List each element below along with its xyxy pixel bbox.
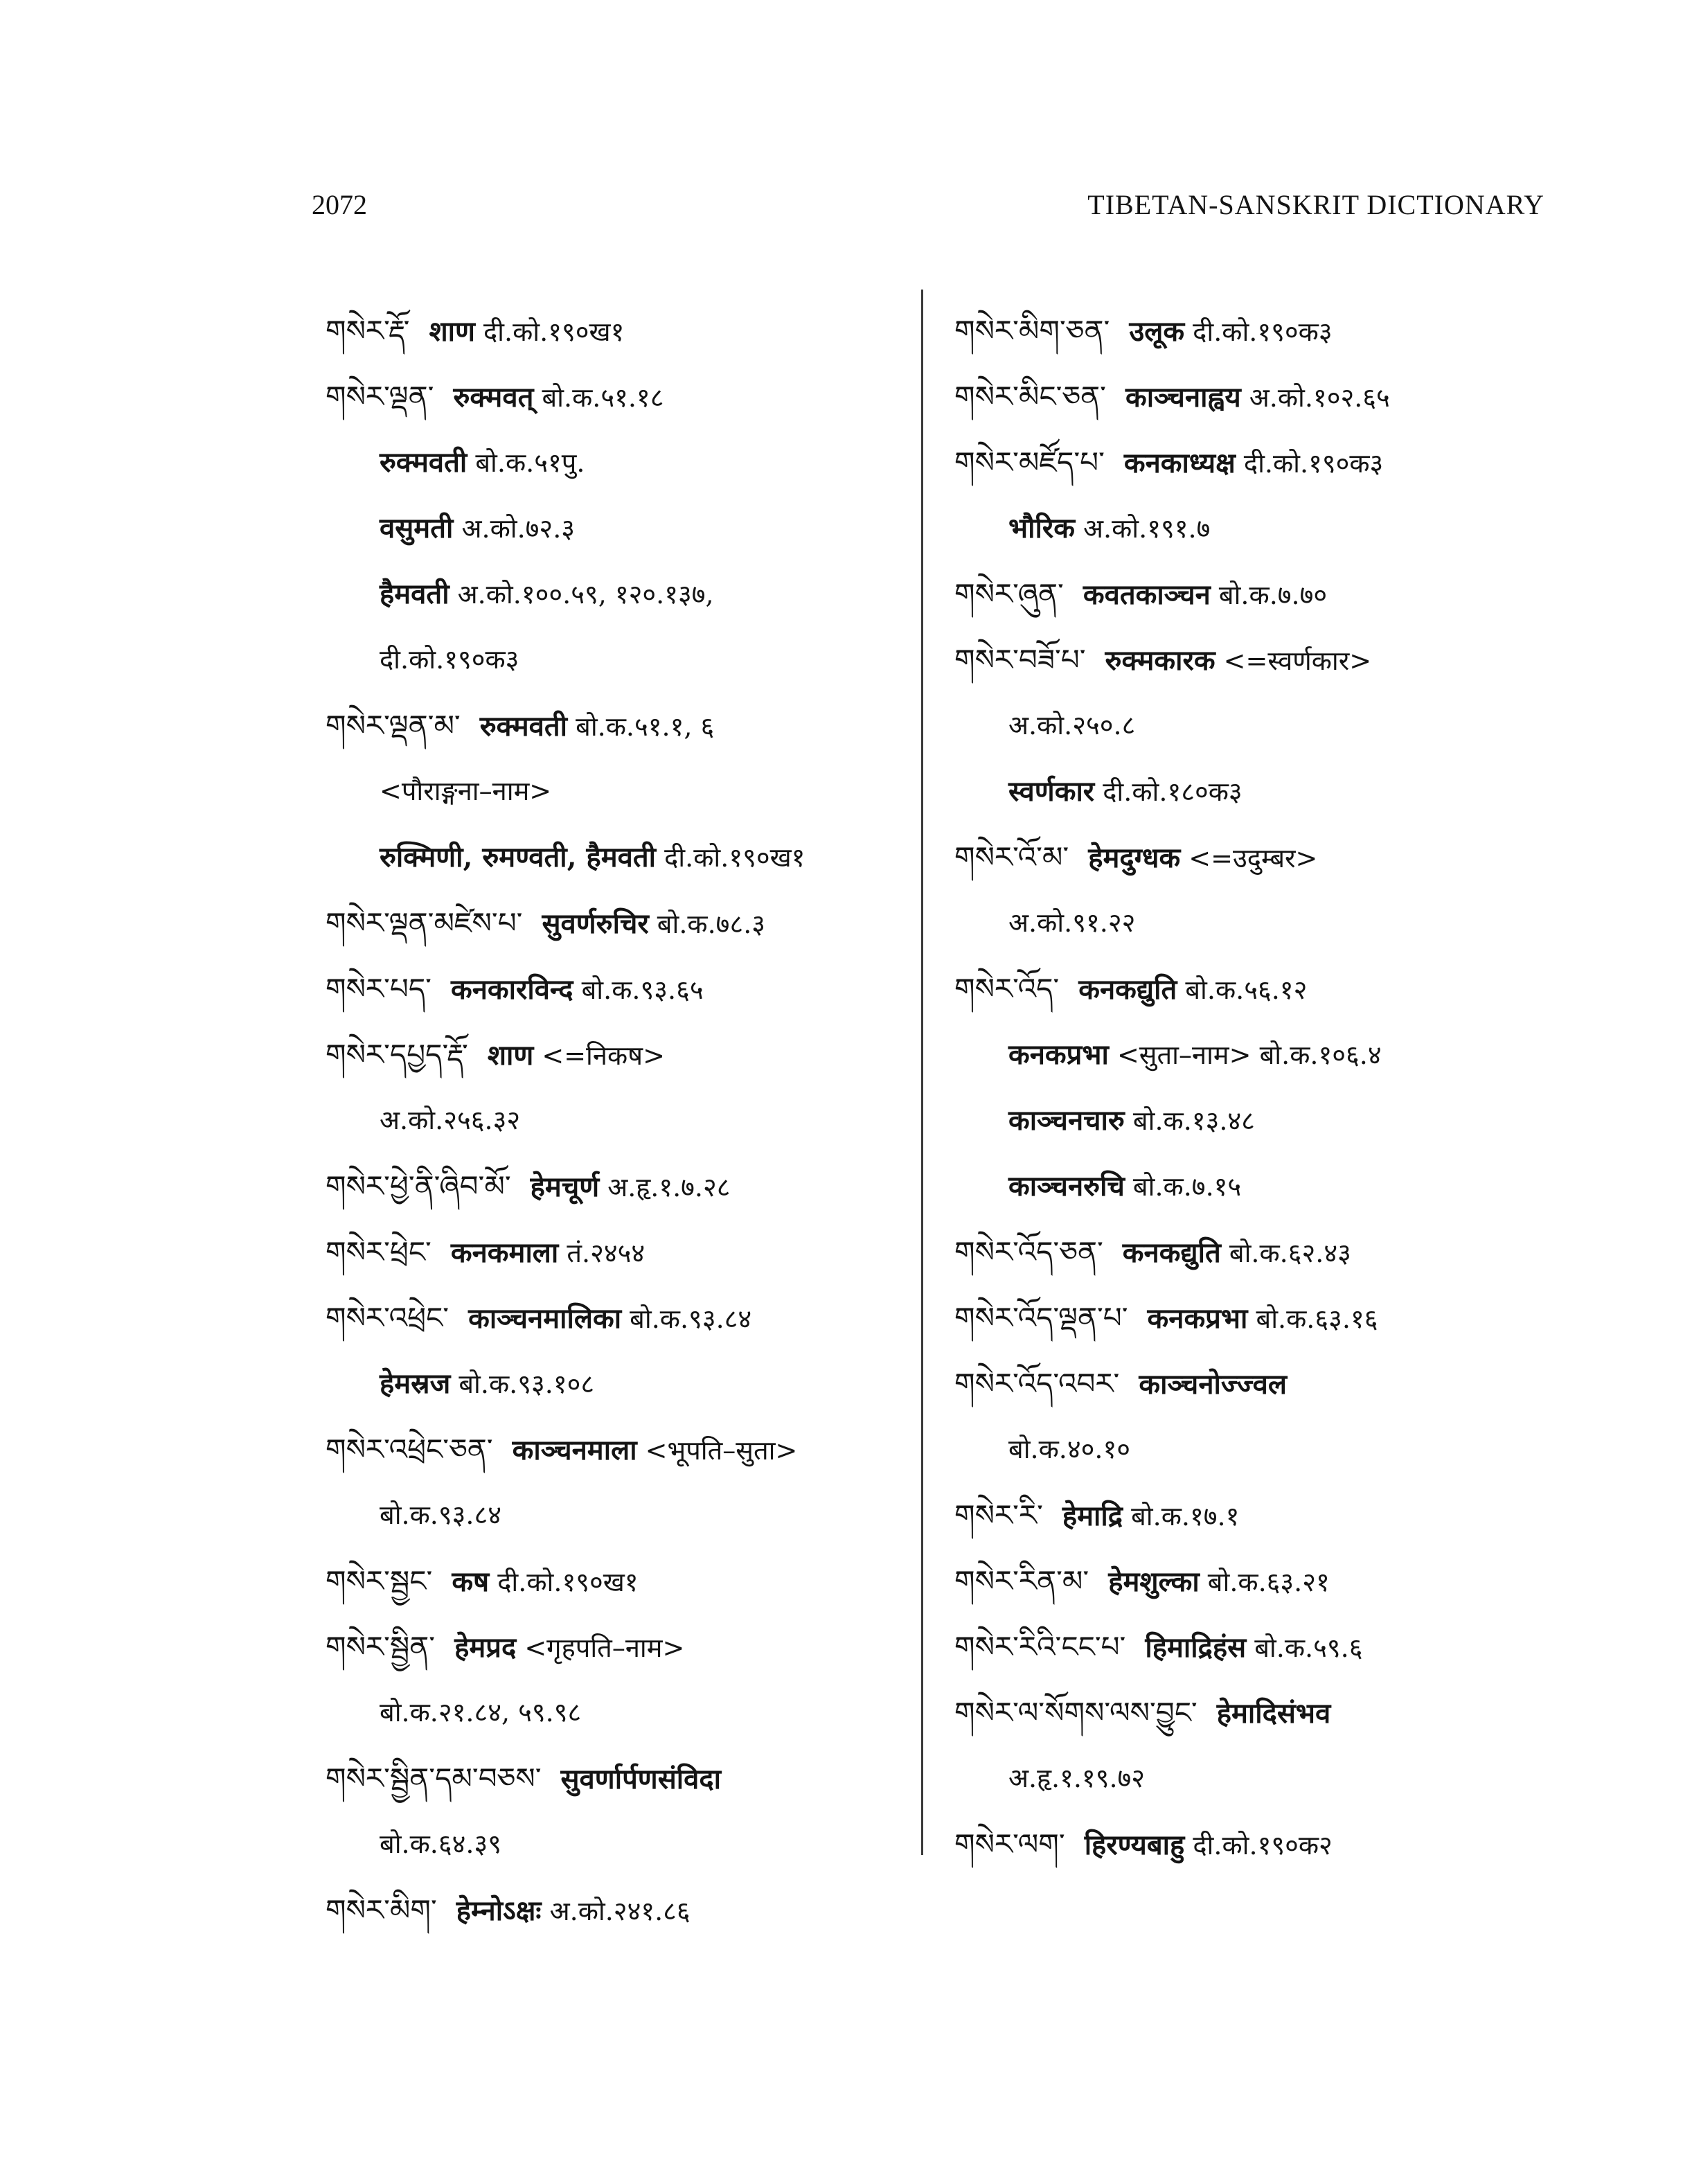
dictionary-entry — [326, 693, 921, 758]
dictionary-entry — [326, 1219, 921, 1285]
page-header — [312, 188, 1544, 230]
entry-continuation-line — [326, 758, 921, 824]
tibetan-headword: གསེར་ཕྱེ་ནི་ཞིབ་མོ་ — [326, 1169, 511, 1203]
sanskrit-equivalent: काञ्चनचारु — [1008, 1104, 1125, 1137]
tibetan-headword: གསེར་པད་ — [326, 972, 431, 1006]
source-reference: बो.क.२१.८४, ५९.९८ — [380, 1697, 582, 1728]
sanskrit-equivalent: हेमस्रज — [380, 1367, 451, 1400]
sanskrit-equivalent: कनकद्युति — [1122, 1236, 1221, 1269]
entry-continuation-line — [326, 429, 921, 495]
tibetan-headword: གསེར་བཟོ་པ་ — [954, 643, 1086, 677]
sanskrit-equivalent: काञ्चनाह्वय — [1125, 381, 1241, 414]
source-reference: बो.क.९३.८४ — [380, 1500, 502, 1530]
source-reference: बो.क.५१.१, ६ — [567, 711, 715, 742]
sanskrit-equivalent: काञ्चनरुचि — [1008, 1170, 1125, 1202]
tibetan-headword: གསེར་ཕྲེང་ — [326, 1235, 431, 1269]
source-reference: <पौराङ्गना–नाम> — [380, 776, 552, 806]
sanskrit-equivalent: काञ्चनमाला — [512, 1434, 637, 1466]
right-column — [954, 298, 1543, 1877]
source-reference: बो.क.५१.१८ — [533, 382, 664, 413]
tibetan-headword: གསེར་འཕྲེང་ཅན་ — [326, 1432, 493, 1466]
source-reference: अ.को.२४१.८६ — [541, 1896, 691, 1926]
source-reference: बो.क.९३.८४ — [621, 1304, 752, 1334]
sanskrit-equivalent: स्वर्णकार — [1008, 775, 1095, 808]
page-number: 2072 — [312, 189, 367, 220]
tibetan-headword: གསེར་མཛོད་པ་ — [954, 445, 1105, 479]
source-reference: दी.को.१८०क३ — [1094, 776, 1243, 807]
source-reference: अ.को.२५०.८ — [1008, 710, 1136, 740]
sanskrit-equivalent: हिरण्यबाहु — [1084, 1829, 1185, 1861]
dictionary-entry — [954, 824, 1543, 890]
sanskrit-equivalent: हिमाद्रिहंस — [1145, 1631, 1247, 1664]
source-reference: अ.को.१९१.७ — [1074, 513, 1211, 544]
source-reference: दी.को.१९०ख१ — [656, 842, 805, 873]
source-reference: बो.क.१७.१ — [1123, 1501, 1240, 1532]
entry-continuation-line — [326, 824, 921, 890]
source-reference: बो.क.९३.१०८ — [450, 1369, 595, 1399]
sanskrit-equivalent: भौरिक — [1008, 512, 1075, 544]
source-reference: अ.को.२५६.३२ — [380, 1105, 521, 1135]
dictionary-entry — [326, 1417, 921, 1482]
source-reference: बो.क.६३.२१ — [1199, 1567, 1330, 1597]
source-reference: तं.२४५४ — [558, 1238, 645, 1268]
source-reference: <भूपति–सुता> — [636, 1435, 798, 1466]
tibetan-headword: གསེར་ལྡན་མ་ — [326, 709, 461, 743]
tibetan-headword: གསེར་སྦྱིན་ — [326, 1630, 436, 1664]
entry-continuation-line — [954, 1153, 1543, 1219]
sanskrit-equivalent: रुक्मवती — [479, 710, 568, 743]
sanskrit-equivalent: हेमशुल्का — [1108, 1565, 1200, 1598]
tibetan-headword: གསེར་རྡོ་ — [326, 314, 410, 348]
dictionary-entry — [954, 364, 1543, 429]
dictionary-entry — [326, 1548, 921, 1614]
sanskrit-equivalent: कवतकाञ्चन — [1083, 578, 1211, 611]
column-divider — [921, 290, 923, 1855]
dictionary-entry — [954, 1285, 1543, 1351]
source-reference: दी.को.१९०क२ — [1184, 1830, 1333, 1861]
entry-continuation-line — [326, 1351, 921, 1417]
entry-continuation-line — [954, 495, 1543, 561]
tibetan-headword: གསེར་དཔྱད་རྡོ་ — [326, 1038, 468, 1072]
tibetan-headword: གསེར་འོད་ཅན་ — [954, 1235, 1103, 1269]
source-reference: अ.हृ.१.७.२८ — [599, 1172, 731, 1202]
source-reference: अ.को.१००.५९, १२०.१३७, — [449, 579, 714, 610]
sanskrit-equivalent: हेम्नोऽक्षः — [456, 1894, 542, 1927]
dictionary-entry — [326, 298, 921, 364]
sanskrit-equivalent: कनकमाला — [450, 1236, 559, 1269]
tibetan-headword: གསེར་མིང་ཅན་ — [954, 380, 1106, 414]
source-reference: <गृहपति–नाम> — [516, 1633, 685, 1663]
source-reference: बो.क.६२.४३ — [1220, 1238, 1351, 1268]
source-reference: दी.को.१९०ख१ — [474, 317, 625, 347]
dictionary-entry — [326, 1877, 921, 1943]
entry-continuation-line — [954, 890, 1543, 956]
sanskrit-equivalent: रुक्मिणी, रुमण्वती, हैमवती — [380, 841, 657, 873]
dictionary-entry — [326, 1022, 921, 1087]
sanskrit-equivalent: कनकारविन्द — [450, 973, 573, 1006]
source-reference: <=उदुम्बर> — [1180, 843, 1318, 873]
source-reference: बो.क.४०.१० — [1008, 1434, 1131, 1464]
sanskrit-equivalent: हेमचूर्ण — [530, 1171, 600, 1203]
tibetan-headword: གསེར་ལ་སོགས་ལས་བྱུང་ — [954, 1696, 1197, 1730]
dictionary-entry — [954, 1811, 1543, 1877]
dictionary-entry — [954, 627, 1543, 693]
tibetan-headword: གསེར་རིན་མ་ — [954, 1564, 1089, 1598]
tibetan-headword: གསེར་མིག་ཅན་ — [954, 314, 1110, 348]
entry-continuation-line — [954, 1417, 1543, 1482]
dictionary-entry — [954, 429, 1543, 495]
dictionary-entry — [954, 1680, 1543, 1746]
dictionary-entry — [326, 364, 921, 429]
tibetan-headword: གསེར་འོད་ལྡན་པ་ — [954, 1301, 1128, 1335]
source-reference: बो.क.७.७० — [1210, 580, 1328, 610]
source-reference: अ.को.९१.२२ — [1008, 907, 1136, 938]
source-reference: बो.क.१३.४८ — [1124, 1106, 1255, 1136]
entry-continuation-line — [954, 758, 1543, 824]
entry-continuation-line — [326, 495, 921, 561]
sanskrit-equivalent: कनकद्युति — [1078, 973, 1177, 1006]
entry-continuation-line — [954, 1022, 1543, 1087]
dictionary-entry — [326, 890, 921, 956]
sanskrit-equivalent: कष — [452, 1565, 490, 1598]
entry-continuation-line — [326, 561, 921, 627]
source-reference: बो.क.६३.१६ — [1247, 1304, 1378, 1334]
tibetan-headword: གསེར་འོད་འབར་ — [954, 1367, 1120, 1401]
tibetan-headword: གསེར་འོ་མ་ — [954, 840, 1069, 874]
tibetan-headword: གསེར་འོད་ — [954, 972, 1060, 1006]
tibetan-headword: གསེར་ལྡན་མཛེས་པ་ — [326, 906, 523, 940]
sanskrit-equivalent: हेमप्रद — [454, 1631, 517, 1664]
sanskrit-equivalent: हैमवती — [380, 578, 449, 610]
tibetan-headword: གསེར་རི་ — [954, 1498, 1043, 1532]
sanskrit-equivalent: शाण — [487, 1039, 534, 1072]
dictionary-entry — [326, 1746, 921, 1811]
entry-continuation-line — [954, 1087, 1543, 1153]
running-head: TIBETAN-SANSKRIT DICTIONARY — [1087, 189, 1544, 220]
source-reference: अ.हृ.१.१९.७२ — [1008, 1763, 1146, 1793]
sanskrit-equivalent: रुक्मवती — [380, 446, 467, 479]
sanskrit-equivalent: कनकप्रभा — [1008, 1038, 1109, 1071]
dictionary-entry — [954, 1614, 1543, 1680]
tibetan-headword: གསེར་ཞུན་ — [954, 577, 1064, 611]
sanskrit-equivalent: वसुमती — [380, 512, 454, 544]
source-reference: <सुता–नाम> बो.क.१०६.४ — [1108, 1040, 1382, 1070]
dictionary-entry — [954, 1548, 1543, 1614]
source-reference: बो.क.७८.३ — [648, 909, 766, 939]
tibetan-headword: གསེར་ལག་ — [954, 1827, 1065, 1861]
dictionary-entry — [954, 298, 1543, 364]
sanskrit-equivalent: हेमदुग्धक — [1088, 842, 1181, 874]
source-reference: बो.क.६४.३९ — [380, 1829, 502, 1859]
tibetan-headword: གསེར་སྦྱིན་དམ་བཅས་ — [326, 1761, 542, 1795]
source-reference: <=निकष> — [533, 1040, 665, 1071]
source-reference: बो.क.७.१५ — [1124, 1171, 1242, 1202]
sanskrit-equivalent: काञ्चनोज्ज्वल — [1139, 1368, 1287, 1401]
source-reference: दी.को.१९०क३ — [1184, 317, 1333, 347]
entry-continuation-line — [326, 1087, 921, 1153]
dictionary-entry — [326, 1153, 921, 1219]
left-column — [326, 298, 921, 1943]
dictionary-entry — [954, 1482, 1543, 1548]
entry-continuation-line — [954, 1746, 1543, 1811]
sanskrit-equivalent: सुवर्णार्पणसंविदा — [560, 1763, 721, 1795]
tibetan-headword: གསེར་རིའི་ངང་པ་ — [954, 1630, 1126, 1664]
source-reference: बो.क.५१पु. — [467, 447, 585, 478]
sanskrit-equivalent: सुवर्णरुचिर — [542, 907, 649, 940]
source-reference: दी.को.१९०क३ — [1235, 448, 1384, 479]
entry-continuation-line — [326, 1811, 921, 1877]
tibetan-headword: གསེར་ལྡན་ — [326, 380, 434, 414]
sanskrit-equivalent: काञ्चनमालिका — [468, 1302, 622, 1335]
sanskrit-equivalent: शाण — [429, 315, 475, 348]
tibetan-headword: གསེར་འཕྲེང་ — [326, 1301, 449, 1335]
entry-continuation-line — [954, 693, 1543, 758]
sanskrit-equivalent: कनकप्रभा — [1147, 1302, 1248, 1335]
dictionary-entry — [954, 1219, 1543, 1285]
sanskrit-equivalent: रुक्मकारक — [1105, 644, 1215, 677]
source-reference: बो.क.५६.१२ — [1177, 975, 1308, 1005]
sanskrit-equivalent: हेमाद्रि — [1062, 1500, 1123, 1532]
entry-continuation-line — [326, 1482, 921, 1548]
source-reference: अ.को.१०२.६५ — [1240, 382, 1390, 413]
source-reference: बो.क.९३.६५ — [573, 975, 704, 1005]
source-reference: अ.को.७२.३ — [453, 513, 576, 544]
source-reference: दी.को.१९०ख१ — [489, 1567, 639, 1597]
dictionary-entry — [954, 561, 1543, 627]
dictionary-entry — [326, 1285, 921, 1351]
source-reference: <=स्वर्णकार> — [1215, 646, 1372, 676]
source-reference: बो.क.५९.६ — [1246, 1633, 1363, 1663]
source-reference: दी.को.१९०क३ — [380, 644, 519, 675]
dictionary-entry — [954, 1351, 1543, 1417]
sanskrit-equivalent: कनकाध्यक्ष — [1123, 447, 1236, 479]
dictionary-entry — [326, 956, 921, 1022]
sanskrit-equivalent: रुक्मवत् — [453, 381, 534, 414]
sanskrit-equivalent: उलूक — [1129, 315, 1185, 348]
entry-continuation-line — [326, 627, 921, 693]
dictionary-entry — [954, 956, 1543, 1022]
tibetan-headword: གསེར་མིག་ — [326, 1893, 437, 1927]
sanskrit-equivalent: हेमादिसंभव — [1216, 1697, 1331, 1730]
entry-continuation-line — [326, 1680, 921, 1746]
dictionary-entry — [326, 1614, 921, 1680]
tibetan-headword: གསེར་སྦྱང་ — [326, 1564, 433, 1598]
